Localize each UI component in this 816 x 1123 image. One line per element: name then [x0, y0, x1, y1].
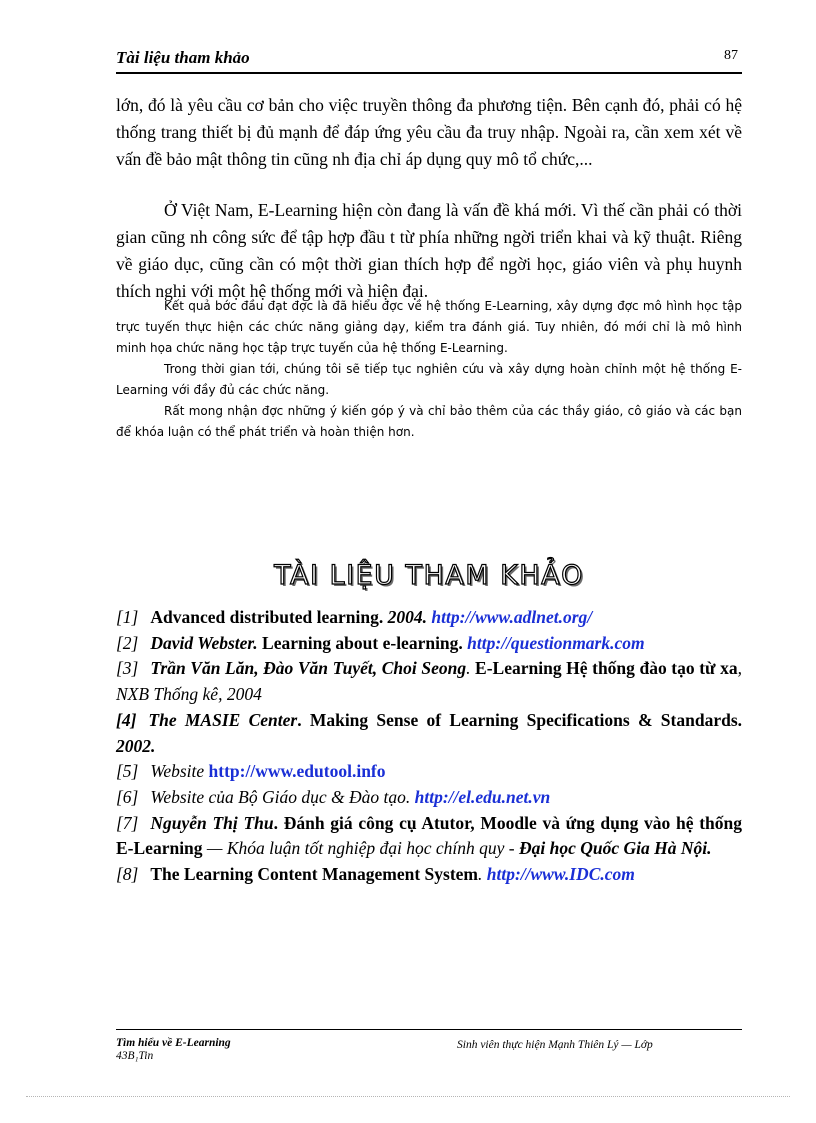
paragraph-future: Trong thời gian tới, chúng tôi sẽ tiếp tục nghiên cứu và xây dựng hoàn chỉnh một hệ thống E-Learning với đầy đủ các chức năng. [116, 362, 742, 397]
paragraph-thanks: Rất mong nhận đợc những ý kiến góp ý và chỉ bảo thêm của các thầy giáo, cô giáo và các bạn để khóa luận có thể phát triển và hoàn thiện hơn. [116, 404, 742, 439]
reference-separator: . [478, 864, 483, 885]
reference-item-3 [116, 656, 742, 707]
reference-year: 2004. [387, 607, 427, 627]
reference-item-2 [116, 631, 742, 657]
reference-number: [5] [116, 761, 139, 782]
paragraph-results: Kết quả bớc đầu đạt đợc là đã hiểu đợc về hệ thống E-Learning, xây dựng đợc mô hình học tập trực tuyến thực hiện các chức năng giảng dạy, kiểm tra đánh giá. Tuy nhiên, đó mới chỉ là mô hình minh họa chức năng học tập trực tuyến của hệ thống E-Learning. [116, 299, 742, 355]
reference-title: Advanced distributed learning. [150, 607, 384, 627]
reference-item-1 [116, 605, 742, 631]
references-heading: TÀI LIỆU THAM KHẢO [274, 560, 584, 591]
reference-link[interactable]: http://el.edu.net.vn [414, 786, 551, 807]
header-title: Tài liệu tham khảo [116, 48, 250, 67]
conclusion-small-paragraphs [116, 296, 742, 443]
reference-item-4 [116, 708, 742, 759]
reference-item-8 [116, 862, 742, 888]
page-header [116, 44, 742, 74]
reference-link[interactable]: http://www.adlnet.org/ [431, 607, 593, 627]
reference-number: [1] [116, 607, 139, 627]
page-bottom-border [26, 1096, 790, 1097]
reference-number: [7] [116, 812, 139, 833]
reference-author: The MASIE Center [148, 709, 298, 730]
reference-separator: . [466, 658, 471, 679]
footer-class: 43B₁Tin [116, 1050, 154, 1062]
reference-number: [4] [116, 709, 137, 730]
reference-authors: Trần Văn Lăn, Đào Văn Tuyết, Choi Seong [150, 658, 467, 679]
reference-title: E-Learning Hệ thống đào tạo từ xa [475, 658, 738, 679]
reference-label: Website [150, 761, 205, 782]
footer-doc-title: Tìm hiểu về E-Learning [116, 1037, 231, 1049]
reference-author: David Webster. [150, 632, 258, 653]
reference-list [116, 605, 742, 888]
reference-publisher: , NXB Thống kê, 2004 [116, 658, 743, 705]
reference-author: Nguyễn Thị Thu [150, 812, 274, 833]
reference-description: — Khóa luận tốt nghiệp đại học chính quy - [202, 838, 519, 859]
footer-divider [116, 1029, 742, 1030]
reference-number: [3] [116, 658, 139, 679]
conclusion-paragraph-1 [116, 92, 742, 173]
reference-item-5 [116, 759, 742, 785]
page-number: 87 [724, 48, 738, 63]
reference-title: Learning about e-learning. [262, 632, 463, 653]
reference-item-7 [116, 811, 742, 862]
reference-number: [6] [116, 786, 139, 807]
footer-left [116, 1037, 231, 1063]
footer-author: Sinh viên thực hiện Mạnh Thiên Lý — Lớp [457, 1039, 653, 1051]
reference-year: 2002. [116, 735, 156, 756]
reference-title: . Making Sense of Learning Specifications & Standards. [297, 709, 743, 730]
reference-title: The Learning Content Management System [150, 864, 478, 885]
reference-link[interactable]: http://www.IDC.com [486, 864, 635, 885]
reference-item-6 [116, 785, 742, 811]
reference-label: Website của Bộ Giáo dục & Đào tạo. [150, 786, 411, 807]
reference-institution: Đại học Quốc Gia Hà Nội. [518, 838, 712, 859]
reference-number: [8] [116, 864, 139, 885]
reference-title: . Đánh giá công cụ Atutor, Moodle và ứng dụng vào hệ thống E-Learning [116, 812, 743, 859]
reference-link[interactable]: http://www.edutool.info [208, 761, 386, 782]
paragraph-text: lớn, đó là yêu cầu cơ bản cho việc truyền thông đa phương tiện. Bên cạnh đó, phải có hệ thống trang thiết bị đủ mạnh để đáp ứng yêu cầu đa truy nhập. Ngoài ra, cần xem xét về vấn đề bảo mật thông tin cũng nh địa chỉ áp dụng quy mô tổ chức,... [116, 95, 742, 169]
reference-number: [2] [116, 632, 139, 653]
conclusion-paragraph-2 [116, 197, 742, 305]
paragraph-text: Ở Việt Nam, E-Learning hiện còn đang là vấn đề khá mới. Vì thế cần phải có thời gian cũng nh công sức để tập hợp đầu t từ phía những ngời triển khai và kỹ thuật. Riêng về giáo dục, cũng cần có một thời gian thích hợp để ngời học, giáo viên và phụ huynh thích nghi với một hệ thống mới và hiện đại. [116, 200, 742, 301]
reference-link[interactable]: http://questionmark.com [467, 632, 645, 653]
